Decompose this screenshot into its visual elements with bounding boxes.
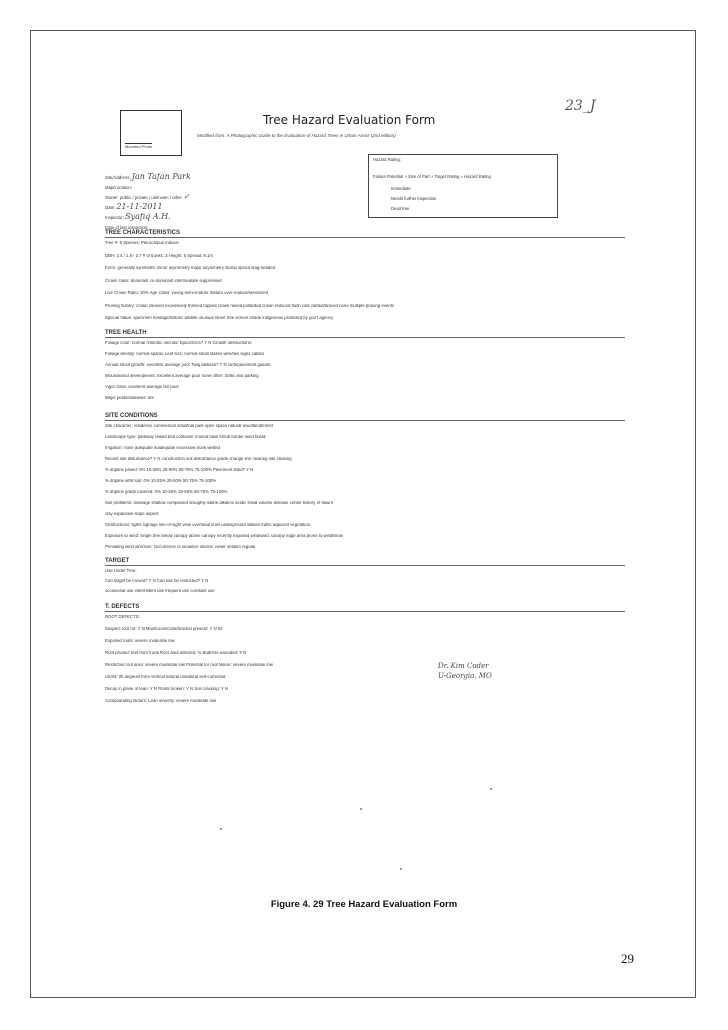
scanned-form <box>100 88 630 888</box>
form-subtitle: Modified from: A Photographic Guide to the Evaluation of Hazard Trees in Urban Areas (2nd edition) <box>197 133 396 138</box>
hazard-dead: Dead tree <box>391 206 410 211</box>
site-row: Soil problems: drainage shallow compacted droughty saline alkaline acidic small volume disease center history of failure <box>105 501 334 505</box>
photo-label: Mounted Photo <box>125 143 153 149</box>
corner-number: 23_J <box>565 98 596 114</box>
health-row: Annual shoot growth: excellent average poor Twig dieback? Y N curb/pavement guards <box>105 363 271 367</box>
signature-block <box>438 662 492 682</box>
site-field-label: Owner: public / private / unknown / other <box>105 195 184 200</box>
target-row: occasional use intermittent use frequent use constant use <box>105 589 215 593</box>
defect-row: LEAN: 30 degrees from vertical natural unnatural self-corrected <box>105 675 226 679</box>
health-row: Vigor class: excellent average fair poor <box>105 385 179 389</box>
site-field-row <box>105 193 360 202</box>
site-row: Exposure to wind: single tree below canopy above canopy recently exposed windward, canopy edge area prone to windthrow <box>105 534 343 538</box>
photo-box <box>120 110 182 156</box>
defect-row: Compounding factors: Lean severity: severe moderate low <box>105 699 217 703</box>
section-tree-characteristics: TREE CHARACTERISTICS <box>105 230 625 238</box>
defect-row: Suspect root rot: Y N Mushroom/conk/bracket present: Y N ID: <box>105 627 224 631</box>
site-row: clay expansive slope aspect <box>105 512 159 516</box>
tree-row: DBH: 2.4 / 1.8 / 2.7 # of trunks: 3 Height: 6 Spread: 9.1m <box>105 253 213 258</box>
site-field-label: Date of last inspection: <box>105 225 149 230</box>
hazard-further: Needs further inspection <box>391 196 437 201</box>
hazard-rating-box <box>368 154 558 218</box>
health-row: Major pests/diseases: ant <box>105 396 154 400</box>
tree-row: Form: generally symmetric minor asymmetry major asymmetry stump sprout stag-headed <box>105 266 276 270</box>
defect-row: Decay in plane of lean: Y N Roots broken: Y N Soil cracking: Y N <box>105 687 229 691</box>
tree-row: Live Crown Ratio: 30% Age Class: young semi-mature mature over-mature/senescent <box>105 291 269 295</box>
figure-caption: Figure 4. 29 Tree Hazard Evaluation Form <box>270 899 458 910</box>
section-defects: T. DEFECTS <box>105 604 625 612</box>
site-row: Obstructions: lights signage line-of-sight view overhead lines underground utilities traffic adjacent vegetation <box>105 523 311 527</box>
page-number: 29 <box>621 951 634 966</box>
form-title: Tree Hazard Evaluation Form <box>263 113 436 127</box>
site-field-row <box>105 173 360 182</box>
site-field-row <box>105 183 360 192</box>
site-field-value: 21-11-2011 <box>116 203 163 211</box>
site-field-value: Jan Tafan Park <box>131 173 191 181</box>
site-row: Landscape type: parkway raised bed container mound lawn shrub border wind break <box>105 435 266 439</box>
site-field-label: Site/Address: <box>105 175 132 180</box>
tree-row: Tree #: 6 Species: Pterocarpus indicus <box>105 241 179 245</box>
section-site-conditions: SITE CONDITIONS <box>105 413 625 421</box>
hazard-formula: Failure Potential + Size of Part + Target Rating = Hazard Rating <box>373 174 491 179</box>
site-row: Irrigation: none adequate inadequate excessive trunk wetted <box>105 446 220 450</box>
tree-row: Pruning history: crown cleaned excessively thinned topped crown raised pollarded crown reduced flush cuts cabled/braced none multiple pruning events <box>105 303 395 308</box>
site-row: % dripline grade lowered: 0% 10-25% 25-50% 50-75% 75-100% <box>105 490 228 494</box>
target-row: Can target be moved? Y N Can use be restricted? Y N <box>105 579 209 583</box>
site-field-label: Date: <box>105 205 117 210</box>
health-row: Woundwood development: excellent average poor none other: traffic and parking <box>105 374 259 378</box>
tree-row: Special Value: specimen heritage/historic wildlife unusual street tree screen shade indigenous protected by gov't agency <box>105 316 334 320</box>
site-row: Recent site disturbance? Y N construction soil disturbance grade change line clearing site clearing <box>105 457 292 461</box>
signature-line-1: Dr. Kim Coder <box>438 662 489 670</box>
site-row: Site character: residence commercial industrial park open space natural woodland/forest <box>105 424 273 428</box>
site-field-row <box>105 203 360 212</box>
hazard-immediate: Immediate <box>391 186 411 191</box>
site-row: % dripline paved: 0% 10-25% 25-50% 50-75% 75-100% Pavement lifted? Y N <box>105 468 254 472</box>
section-tree-health: TREE HEALTH <box>105 330 625 338</box>
site-field-value: Syafiq A.H. <box>125 213 171 221</box>
defect-row: Root pruned: feet from trunk Root area affected: % Buttress wounded: Y N <box>105 651 247 655</box>
defect-row: ROOT DEFECTS: <box>105 615 140 619</box>
defect-row: Restricted root area: severe moderate low Potential for root failure: severe moderate low <box>105 663 273 667</box>
section-target: TARGET <box>105 558 625 566</box>
hazard-rating-label: Hazard Rating: <box>373 157 401 162</box>
site-field-label: Inspector: <box>105 215 126 220</box>
site-row: Prevailing wind direction: Occurrence of snow/ice storms: never seldom regular <box>105 545 256 549</box>
target-row: Use Under Tree: <box>105 569 137 573</box>
tree-row: Crown class: dominant co-dominant intermediate suppressed <box>105 278 222 283</box>
site-row: % dripline w/fill soil: 0% 10-25% 25-50% 50-75% 75-100% <box>105 479 217 483</box>
site-field-row <box>105 213 360 222</box>
site-field-value: ✓ <box>183 193 190 201</box>
health-row: Foliage density: normal sparse Leaf size: normal small stakes wire/ties signs cables <box>105 352 265 356</box>
health-row: Foliage color: normal chlorotic necrotic Epicormics? Y N Growth obstructions: <box>105 341 252 345</box>
signature-line-2: U-Georgia, MO <box>438 671 492 680</box>
site-field-label: Map/Location: <box>105 185 132 190</box>
defect-row: Exposed roots: severe moderate low <box>105 639 175 643</box>
